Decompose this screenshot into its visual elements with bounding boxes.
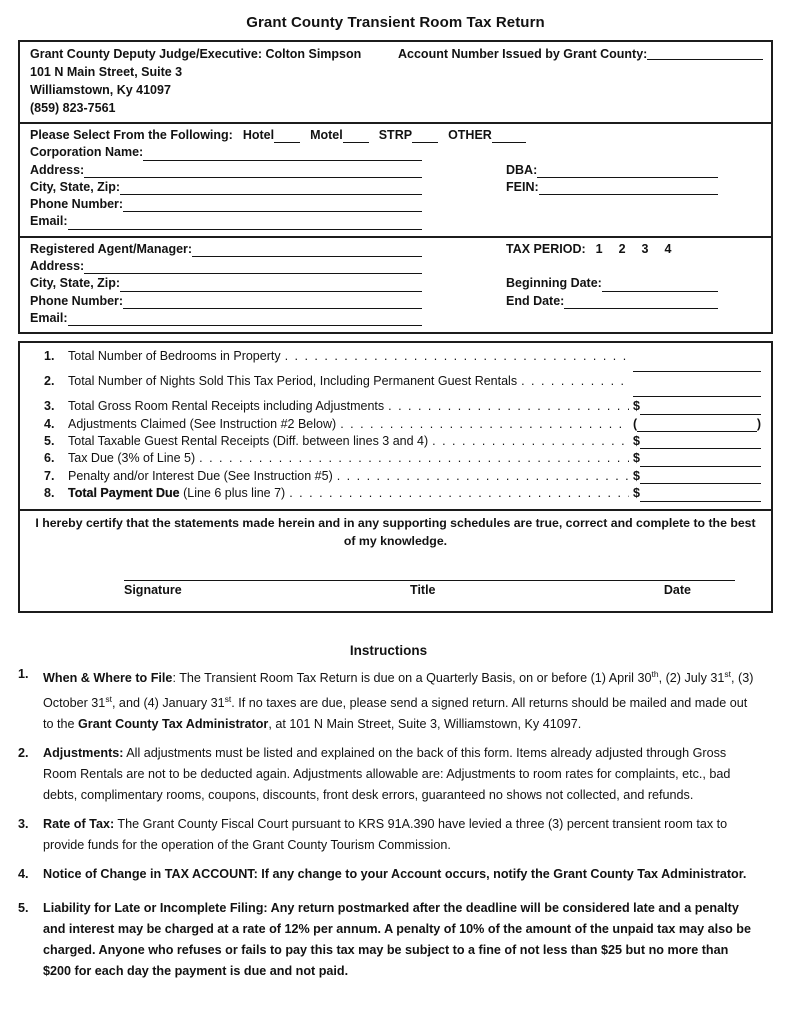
agent-phone-label: Phone Number: xyxy=(30,293,124,308)
line-1-value-field[interactable] xyxy=(633,360,761,372)
line-number: 5. xyxy=(44,434,55,449)
line-6-value-field[interactable] xyxy=(640,455,761,467)
option-other xyxy=(448,127,526,144)
title-label: Title xyxy=(410,582,436,597)
line-number: 1. xyxy=(44,349,55,364)
line-text: Total Number of Nights Sold This Tax Period, Including Permanent Guest Rentals xyxy=(68,374,518,389)
line-number: 6. xyxy=(44,451,55,466)
agent-address-row xyxy=(30,258,763,275)
tax-period-group xyxy=(506,241,718,258)
beginning-date-field[interactable] xyxy=(602,280,718,292)
fein-field[interactable] xyxy=(539,183,718,195)
instruction-item-1 xyxy=(18,664,759,735)
certification-section xyxy=(20,511,771,611)
line-8-value-field[interactable] xyxy=(640,490,761,502)
business-phone-label: Phone Number: xyxy=(30,197,124,212)
business-city-label: City, State, Zip: xyxy=(30,179,121,194)
business-address-row xyxy=(30,162,763,179)
line-number: 8. xyxy=(44,486,55,501)
tax-line-1 xyxy=(44,348,761,373)
dollar-sign: $ xyxy=(633,468,640,483)
close-paren: ) xyxy=(756,416,761,431)
date-label: Date xyxy=(663,582,691,597)
dot-leader xyxy=(521,373,629,390)
instructions-title: Instructions xyxy=(349,642,428,658)
line-text: Total Taxable Guest Rental Receipts (Diff. between lines 3 and 4) xyxy=(68,434,429,449)
dot-leader xyxy=(337,468,629,485)
property-type-row xyxy=(30,127,763,144)
tax-period-1[interactable]: 1 xyxy=(595,241,603,256)
signature-labels-row xyxy=(124,583,691,597)
motel-label: Motel xyxy=(310,128,343,142)
agent-info-section xyxy=(20,238,771,332)
tax-line-7 xyxy=(44,468,761,485)
line-5-value-field[interactable] xyxy=(640,437,761,449)
line-number: 7. xyxy=(44,468,55,483)
dollar-sign: $ xyxy=(633,399,640,414)
strp-label: STRP xyxy=(378,128,413,142)
strp-select-field[interactable] xyxy=(412,131,438,143)
signature-line[interactable] xyxy=(124,580,735,581)
agent-address-label: Address: xyxy=(30,259,85,274)
agent-name-field[interactable] xyxy=(192,245,422,257)
beginning-date-label: Beginning Date: xyxy=(506,276,602,291)
tax-line-4 xyxy=(44,416,761,433)
form-title: Grant County Transient Room Tax Return xyxy=(246,14,545,31)
motel-select-field[interactable] xyxy=(343,131,369,143)
form-body-boxes xyxy=(18,341,773,612)
line-text: Adjustments Claimed (See Instruction #2 Below) xyxy=(68,416,337,431)
agent-name-row xyxy=(30,241,763,258)
tax-line-5 xyxy=(44,433,761,450)
end-date-label: End Date: xyxy=(506,293,565,308)
office-info-section xyxy=(20,42,771,124)
agent-city-row xyxy=(30,275,763,292)
tax-period-2[interactable]: 2 xyxy=(618,241,626,256)
business-phone-row xyxy=(30,196,763,213)
open-paren: ( xyxy=(633,416,638,431)
line-text: Total Number of Bedrooms in Property xyxy=(68,349,281,364)
dot-leader xyxy=(199,450,629,467)
line-3-value-field[interactable] xyxy=(640,403,761,415)
hotel-label: Hotel xyxy=(242,128,275,142)
option-motel xyxy=(310,127,369,144)
line-text: Total Gross Room Rental Receipts including Adjustments xyxy=(68,399,385,414)
dot-leader xyxy=(432,433,629,450)
business-address-field[interactable] xyxy=(84,166,422,178)
form-header-boxes xyxy=(18,40,773,334)
tax-line-6 xyxy=(44,450,761,467)
instructions-section xyxy=(18,643,759,982)
agent-name-label: Registered Agent/Manager: xyxy=(30,241,193,256)
instruction-item-4 xyxy=(18,864,759,885)
agent-phone-row xyxy=(30,293,763,310)
instruction-text: Liability for Late or Incomplete Filing: Any return postmarked after the deadline will be considered late and a penalty and interest may be charged at a rate of 12% per annum. A penalty of 10% of the amount of the unpaid tax may also be charged. Anyone who refuses or fails to pay this tax may be subject to a fine of not less than $25 but no more than $200 for each day the payment is due and not paid. xyxy=(43,901,751,979)
business-phone-field[interactable] xyxy=(123,200,422,212)
select-type-label: Please Select From the Following: xyxy=(30,128,233,142)
agent-city-state-zip-field[interactable] xyxy=(120,280,422,292)
line-7-value-field[interactable] xyxy=(640,472,761,484)
tax-period-4[interactable]: 4 xyxy=(664,241,672,256)
dot-leader xyxy=(289,485,629,502)
total-payment-due-label: Total Payment Due xyxy=(68,486,180,501)
dba-field[interactable] xyxy=(537,166,718,178)
business-city-row xyxy=(30,179,763,196)
line-text: Penalty and/or Interest Due (See Instruction #5) xyxy=(68,468,333,483)
fein-label: FEIN: xyxy=(506,179,539,194)
instruction-text: Notice of Change in TAX ACCOUNT: If any change to your Account occurs, notify the Grant County Tax Administrator. xyxy=(43,867,747,882)
dollar-sign: $ xyxy=(633,434,640,449)
instruction-item-5 xyxy=(18,898,759,982)
tax-line-8 xyxy=(44,485,761,502)
agent-email-field[interactable] xyxy=(68,314,422,326)
corporation-name-label: Corporation Name: xyxy=(30,145,144,160)
agent-email-row xyxy=(30,310,763,327)
signature-label: Signature xyxy=(124,582,182,597)
line-text: (Line 6 plus line 7) xyxy=(179,486,286,501)
tax-line-2 xyxy=(44,373,761,398)
business-email-label: Email: xyxy=(30,214,68,229)
line-number: 2. xyxy=(44,374,55,389)
account-number-label: Account Number Issued by Grant County: xyxy=(398,47,648,61)
line-number: 3. xyxy=(44,399,55,414)
dollar-sign: $ xyxy=(633,486,640,501)
dot-leader xyxy=(285,348,629,365)
instruction-number: 3. xyxy=(18,817,29,832)
certification-statement: I hereby certify that the statements made herein and in any supporting schedules are true, correct and complete to the best of my knowledge. xyxy=(35,515,756,548)
instruction-text: When & Where to File: The Transient Room Tax Return is due on a Quarterly Basis, on or before (1) April 30th, (2) July 31st, (3) October 31st, and (4) January 31st. If no taxes are due, please send a signed return. All returns should be mailed and made out to the Grant County Tax Administrator, at 101 N Main Street, Suite 3, Williamstown, Ky 41097. xyxy=(43,668,754,732)
dot-leader xyxy=(388,398,629,415)
agent-email-label: Email: xyxy=(30,310,68,325)
agent-city-label: City, State, Zip: xyxy=(30,276,121,291)
business-city-state-zip-field[interactable] xyxy=(120,183,422,195)
instruction-number: 1. xyxy=(18,666,29,681)
business-email-row xyxy=(30,213,763,230)
account-number-row xyxy=(398,47,763,61)
account-number-field[interactable] xyxy=(647,48,763,60)
business-info-section xyxy=(20,124,771,238)
end-date-field[interactable] xyxy=(564,297,718,309)
instruction-item-3 xyxy=(18,814,759,856)
line-4-value-field[interactable] xyxy=(637,420,757,432)
dollar-sign: $ xyxy=(633,451,640,466)
instruction-text: Rate of Tax: The Grant County Fiscal Court pursuant to KRS 91A.390 have levied a three (3) percent transient room tax to provide funds for the operation of the Grant County Tourism Commission. xyxy=(43,817,728,853)
office-phone-line: (859) 823-7561 xyxy=(30,101,116,115)
agent-phone-field[interactable] xyxy=(123,297,422,309)
other-label: OTHER xyxy=(448,128,492,142)
option-hotel xyxy=(243,127,300,144)
office-city-line: Williamstown, Ky 41097 xyxy=(30,83,171,97)
instruction-text: Adjustments: All adjustments must be listed and explained on the back of this form. Items already adjusted through Gross Room Rentals are not to be deducted again. Adjustments allowable are: Adjustments to room rates for complaints, etc., bad debts, complimentary rooms, coupons, discounts, front desk errors, guaranteed no shows not collected, and refunds. xyxy=(43,746,731,803)
office-street-line: 101 N Main Street, Suite 3 xyxy=(30,65,183,79)
option-strp xyxy=(379,127,438,144)
business-address-label: Address: xyxy=(30,162,85,177)
corporation-name-field[interactable] xyxy=(143,149,422,161)
tax-period-label: TAX PERIOD: xyxy=(506,241,586,256)
instruction-item-2 xyxy=(18,743,759,806)
business-email-field[interactable] xyxy=(68,218,422,230)
hotel-select-field[interactable] xyxy=(274,131,300,143)
line-2-value-field[interactable] xyxy=(633,385,761,397)
office-judge-line: Grant County Deputy Judge/Executive: Colton Simpson xyxy=(30,47,362,61)
instruction-number: 2. xyxy=(18,746,29,761)
tax-period-3[interactable]: 3 xyxy=(641,241,649,256)
tax-line-3 xyxy=(44,398,761,415)
tax-lines-section xyxy=(20,343,771,510)
other-select-field[interactable] xyxy=(492,131,526,143)
line-text: Tax Due (3% of Line 5) xyxy=(68,451,196,466)
agent-address-field[interactable] xyxy=(84,262,422,274)
corporation-name-row xyxy=(30,144,763,161)
instruction-number: 5. xyxy=(18,901,29,916)
dot-leader xyxy=(340,416,629,433)
instruction-number: 4. xyxy=(18,867,29,882)
line-number: 4. xyxy=(44,416,55,431)
dba-label: DBA: xyxy=(506,162,538,177)
